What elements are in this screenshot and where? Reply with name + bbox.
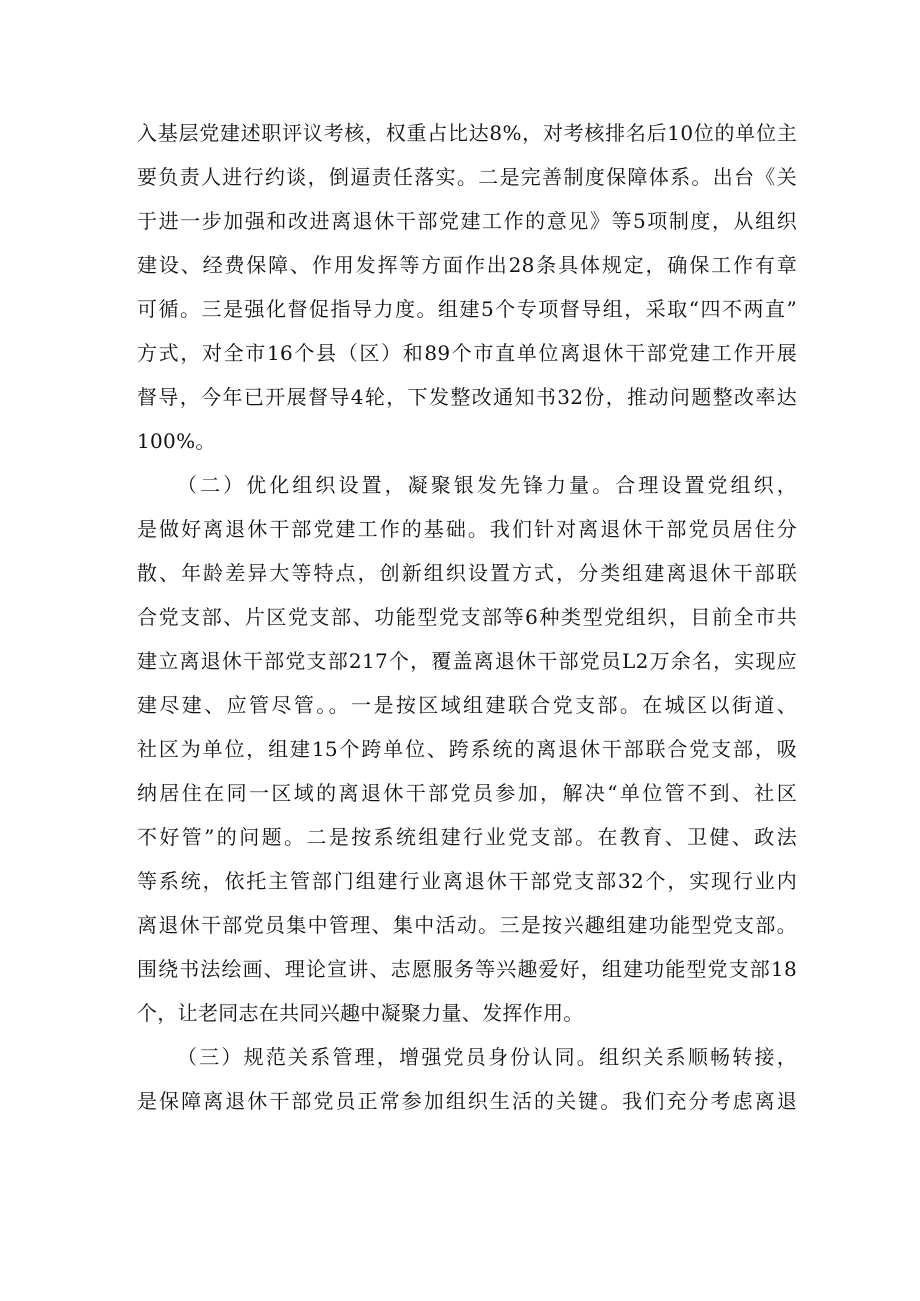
section-heading-line: （三）规范关系管理，增强党员身份认同。组织关系顺畅转接，	[177, 1045, 797, 1069]
text-line: 纳居住在同一区域的离退休干部党员参加，解决“单位管不到、社区	[137, 781, 797, 805]
text-line: 入基层党建述职评议考核，权重占比达8%，对考核排名后10位的单位主	[137, 121, 797, 145]
text-line: 是保障离退休干部党员正常参加组织生活的关键。我们充分考虑离退	[137, 1089, 797, 1113]
text-line: 散、年龄差异大等特点，创新组织设置方式，分类组建离退休干部联	[137, 561, 797, 585]
text-line: 合党支部、片区党支部、功能型党支部等6种类型党组织，目前全市共	[137, 605, 797, 629]
text-line: 建尽建、应管尽管。。一是按区域组建联合党支部。在城区以街道、	[137, 693, 797, 717]
text-line: 方式，对全市16个县（区）和89个市直单位离退休干部党建工作开展	[137, 341, 797, 365]
text-line: 个，让老同志在共同兴趣中凝聚力量、发挥作用。	[137, 1001, 584, 1025]
text-line: 建设、经费保障、作用发挥等方面作出28条具体规定，确保工作有章	[137, 253, 797, 277]
text-line: 等系统，依托主管部门组建行业离退休干部党支部32个，实现行业内	[137, 869, 797, 893]
text-line: 社区为单位，组建15个跨单位、跨系统的离退休干部联合党支部，吸	[137, 737, 797, 761]
section-heading-line: （二）优化组织设置，凝聚银发先锋力量。合理设置党组织，	[177, 473, 797, 497]
text-line: 于进一步加强和改进离退休干部党建工作的意见》等5项制度，从组织	[137, 209, 797, 233]
text-line: 离退休干部党员集中管理、集中活动。三是按兴趣组建功能型党支部。	[137, 913, 797, 937]
text-line: 督导，今年已开展督导4轮，下发整改通知书32份，推动问题整改率达	[137, 385, 797, 409]
text-line: 要负责人进行约谈，倒逼责任落实。二是完善制度保障体系。出台《关	[137, 165, 797, 189]
text-line: 100%。	[137, 429, 216, 453]
text-line: 围绕书法绘画、理论宣讲、志愿服务等兴趣爱好，组建功能型党支部18	[137, 957, 797, 981]
text-line: 可循。三是强化督促指导力度。组建5个专项督导组，采取“四不两直”	[137, 297, 797, 321]
text-line: 不好管”的问题。二是按系统组建行业党支部。在教育、卫健、政法	[137, 825, 797, 849]
text-line: 是做好离退休干部党建工作的基础。我们针对离退休干部党员居住分	[137, 517, 797, 541]
text-line: 建立离退休干部党支部217个，覆盖离退休干部党员L2万余名，实现应	[137, 649, 797, 673]
